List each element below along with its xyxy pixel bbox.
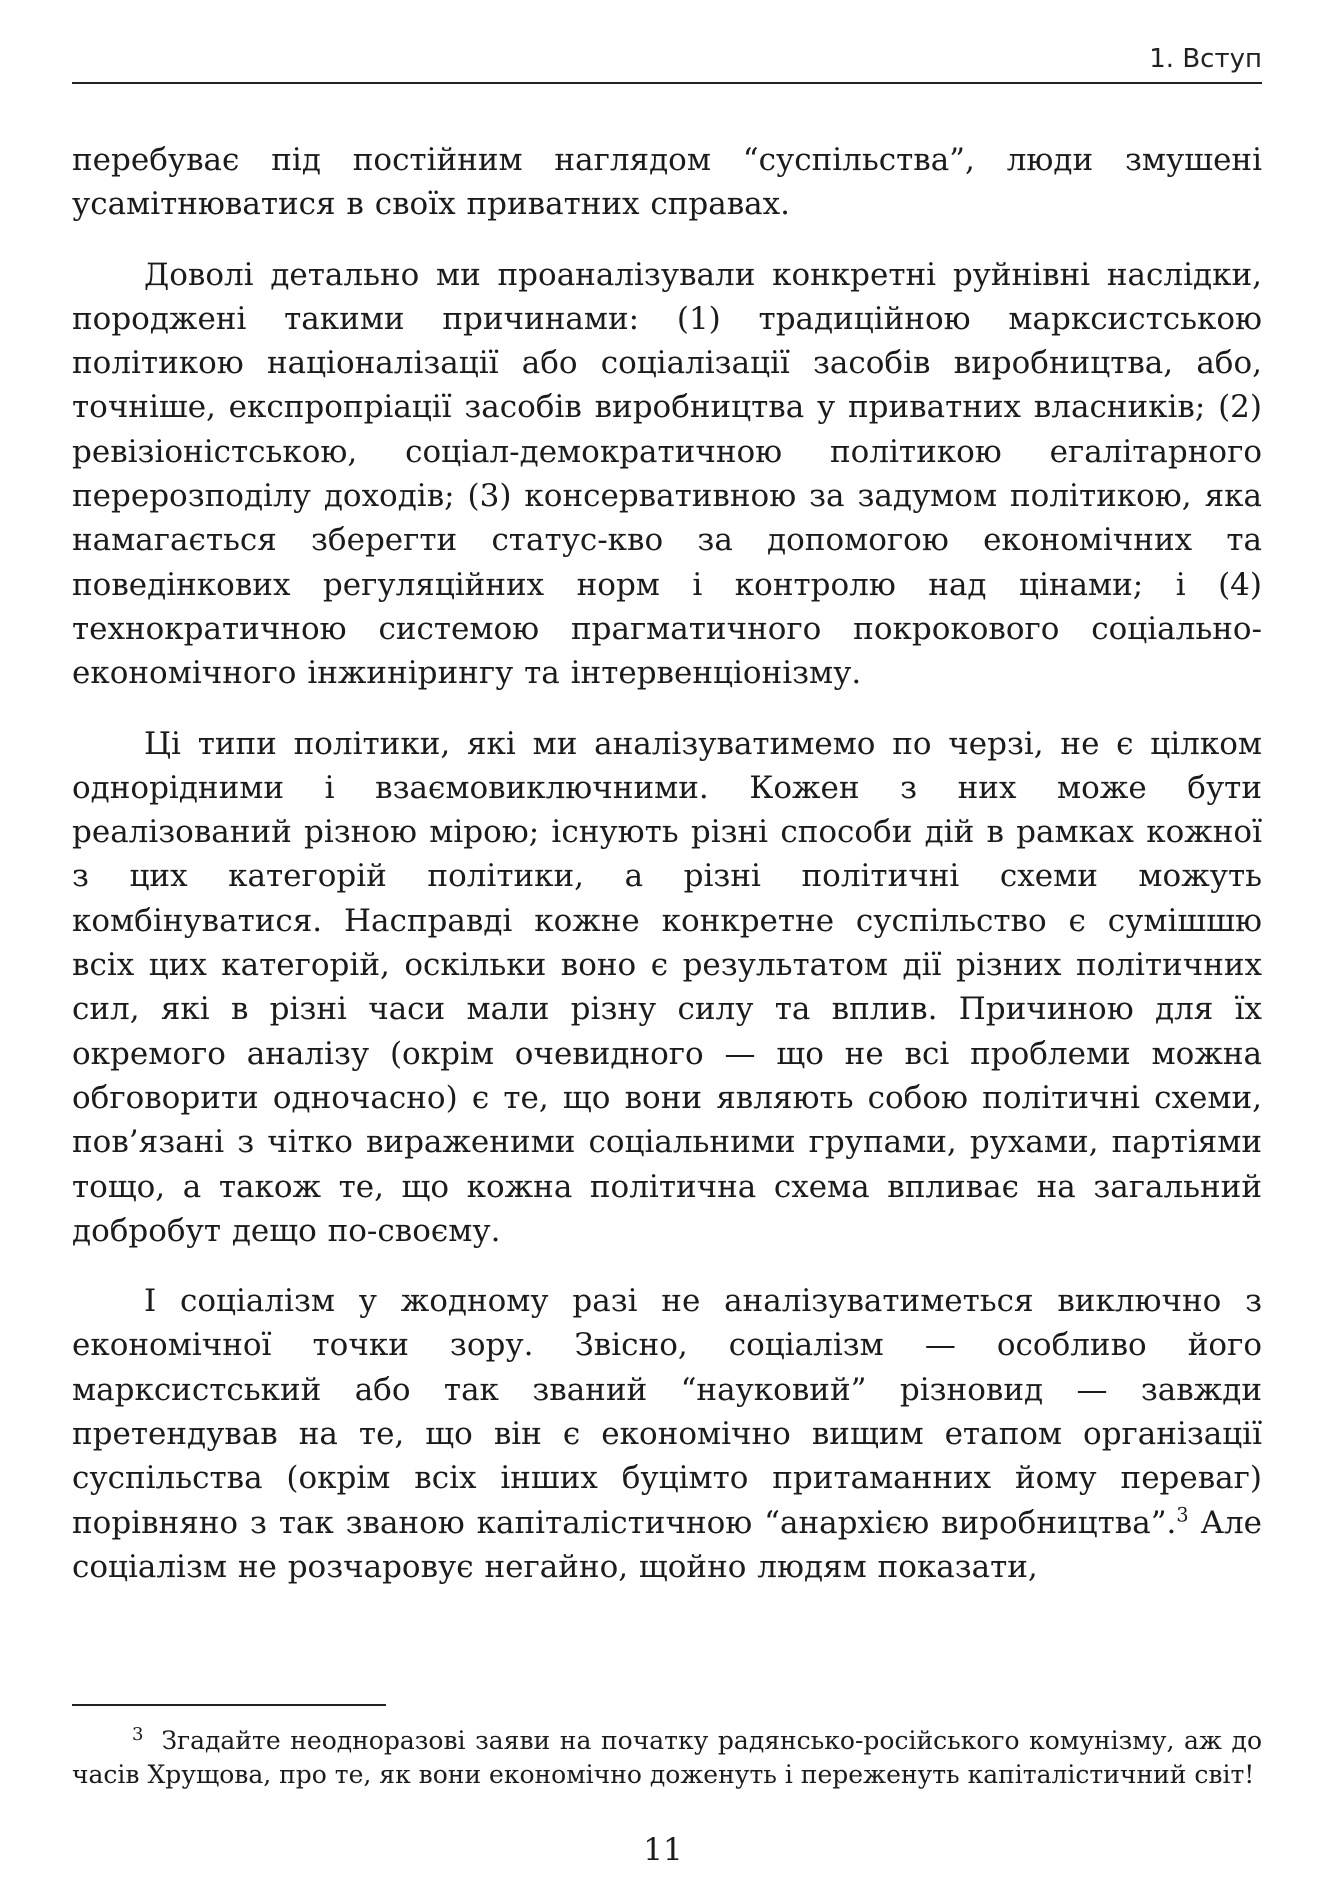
- footnote-number: 3: [132, 1723, 144, 1745]
- footnote-reference[interactable]: 3: [1176, 1503, 1189, 1527]
- paragraph-3: [72, 722, 1262, 1254]
- paragraph-3-text: Ці типи політики, які ми аналізуватимемо по черзі, не є цілком однорідними і взаємовиключними. Кожен з них може бути реалізований різною мірою; існують різні способи дій в рамках кожної з цих категорій політики, а різні політичні схеми можуть комбінуватися. Насправді кожне конкретне суспільство є сумішшю всіх цих категорій, оскільки воно є результатом дії різних політичних сил, які в різні часи мали різну силу та вплив. Причиною для їх окремого аналізу (окрім очевидного — що не всі проблеми можна обговорити одночасно) є те, що вони являють собою політичні схеми, пов’язані з чітко вираженими соціальними групами, рухами, партіями тощо, а також те, що кожна політична схема впливає на загальний добробут дещо по-своєму.: [72, 725, 1262, 1249]
- page-header: [72, 40, 1262, 84]
- paragraph-2: [72, 253, 1262, 696]
- paragraph-4: [72, 1279, 1262, 1589]
- paragraph-1-text: перебуває під постійним наглядом “суспільства”, люди змушені усамітнюватися в своїх приватних справах.: [72, 142, 1262, 223]
- paragraph-4-tail: Але соціалізм не розчаровує негайно, щойно людям показати,: [72, 1504, 1263, 1585]
- running-head: 1. Вступ: [1149, 44, 1262, 74]
- page-number: 11: [643, 1832, 683, 1868]
- footnote-divider: [72, 1704, 386, 1706]
- body-text: [72, 138, 1262, 1615]
- footnote: [72, 1724, 1262, 1792]
- paragraph-4-text: І соціалізм у жодному разі не аналізуватиметься виключно з економічної точки зору. Звісно, соціалізм — особливо його марксистський або так званий “науковий” різновид — завжди претендував на те, що він є економічно вищим етапом організації суспільства (окрім всіх інших буцімто притаманних йому переваг) порівняно з так званою капіталістичною “анархією виробництва”.: [72, 1283, 1262, 1541]
- paragraph-2-text: Доволі детально ми проаналізували конкретні руйнівні наслідки, породжені такими причинами: (1) традиційною марксистською політикою націоналізації або соціалізації засобів виробництва, або, точніше, експропріації засобів виробництва у приватних власників; (2) ревізіоністською, соціал-демократичною політикою егалітарного перерозподілу доходів; (3) консервативною за задумом політикою, яка намагається зберегти статус-кво за допомогою економічних та поведінкових регуляційних норм і контролю над цінами; і (4) технократичною системою прагматичного покрокового соціально-економічного інжинірингу та інтервенціонізму.: [72, 256, 1262, 692]
- footnote-text: Згадайте неодноразові заяви на початку радянсько-російського комунізму, аж до часів Хрущова, про те, як вони економічно доженуть і переженуть капіталістичний світ!: [72, 1726, 1262, 1789]
- paragraph-1: [72, 138, 1262, 227]
